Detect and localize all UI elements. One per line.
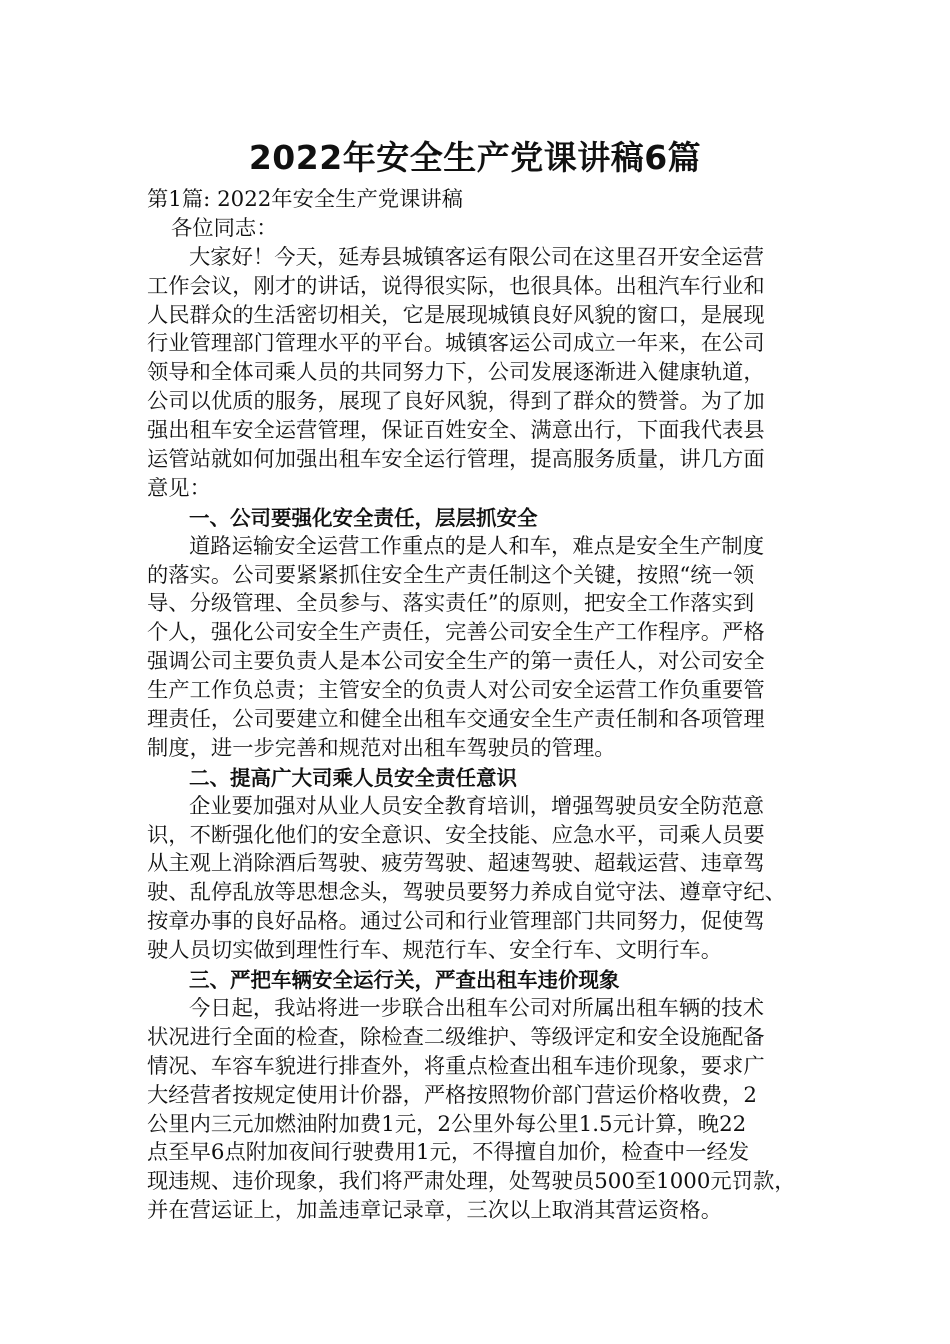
section-heading: 二、提高广大司乘人员安全责任意识 — [189, 765, 517, 790]
paragraph-line: 生产工作负总责；主管安全的负责人对公司安全运营工作负重要管 — [147, 678, 765, 704]
paragraph-line: 运管站就如何加强出租车安全运行管理，提高服务质量，讲几方面 — [147, 447, 765, 473]
paragraph-line: 点至早6点附加夜间行驶费用1元，不得擅自加价，检查中一经发 — [147, 1140, 750, 1166]
paragraph-line: 人民群众的生活密切相关，它是展现城镇良好风貌的窗口，是展现 — [147, 302, 765, 328]
section-heading: 一、公司要强化安全责任，层层抓安全 — [189, 505, 538, 530]
paragraph — [147, 533, 807, 764]
paragraph-line: 领导和全体司乘人员的共同努力下，公司发展逐渐进入健康轨道， — [147, 360, 765, 386]
paragraph-line: 驶人员切实做到理性行车、规范行车、安全行车、文明行车。 — [147, 938, 723, 964]
paragraph-line: 企业要加强对从业人员安全教育培训，增强驾驶员安全防范意 — [189, 793, 765, 819]
paragraph-line: 行业管理部门管理水平的平台。城镇客运公司成立一年来，在公司 — [147, 331, 765, 357]
paragraph-line: 的落实。公司要紧紧抓住安全生产责任制这个关键，按照“统一领 — [147, 562, 755, 588]
paragraph-line: 驶、乱停乱放等思想念头，驾驶员要努力养成自觉守法、遵章守纪、 — [147, 880, 786, 906]
paragraph-line: 工作会议，刚才的讲话，说得很实际，也很具体。出租汽车行业和 — [147, 273, 765, 299]
paragraph-line: 强调公司主要负责人是本公司安全生产的第一责任人，对公司安全 — [147, 649, 765, 675]
paragraph — [147, 995, 807, 1226]
paragraph-line: 制度，进一步完善和规范对出租车驾驶员的管理。 — [147, 735, 616, 761]
paragraph-line: 道路运输安全运营工作重点的是人和车，难点是安全生产制度 — [189, 533, 765, 559]
paragraph-line: 大家好！今天，延寿县城镇客运有限公司在这里召开安全运营 — [189, 244, 765, 270]
document-body — [147, 186, 807, 1226]
paragraph — [147, 244, 807, 504]
paragraph-line: 公里内三元加燃油附加费1元，2公里外每公里1.5元计算，晚22 — [147, 1111, 747, 1137]
paragraph-line: 并在营运证上，加盖违章记录章，三次以上取消其营运资格。 — [147, 1198, 723, 1224]
paragraph-line: 现违规、违价现象，我们将严肃处理，处驾驶员500至1000元罚款， — [147, 1169, 796, 1195]
section-heading: 三、严把车辆安全运行关，严查出租车违价现象 — [189, 968, 620, 993]
paragraph-line: 按章办事的良好品格。通过公司和行业管理部门共同努力，促使驾 — [147, 909, 765, 935]
paragraph-line: 大经营者按规定使用计价器，严格按照物价部门营运价格收费，2 — [147, 1082, 757, 1108]
paragraph-line: 强出租车安全运营管理，保证百姓安全、满意出行，下面我代表县 — [147, 418, 765, 444]
paragraph-line: 导、分级管理、全员参与、落实责任”的原则，把安全工作落实到 — [147, 591, 755, 617]
document-title: 2022年安全生产党课讲稿6篇 — [248, 138, 702, 177]
paragraph-line: 公司以优质的服务，展现了良好风貌，得到了群众的赞誉。为了加 — [147, 389, 765, 415]
paragraph-line: 情况、车容车貌进行排查外，将重点检查出租车违价现象，要求广 — [147, 1053, 765, 1079]
chapter-label: 第1篇: 2022年安全生产党课讲稿 — [147, 187, 463, 212]
paragraph — [147, 793, 807, 966]
paragraph-line: 个人，强化公司安全生产责任，完善公司安全生产工作程序。严格 — [147, 620, 765, 646]
salutation: 各位同志： — [171, 215, 278, 241]
paragraph-line: 从主观上消除酒后驾驶、疲劳驾驶、超速驾驶、超载运营、违章驾 — [147, 851, 765, 877]
paragraph-line: 状况进行全面的检查，除检查二级维护、等级评定和安全设施配备 — [147, 1024, 765, 1050]
paragraph-line: 今日起，我站将进一步联合出租车公司对所属出租车辆的技术 — [189, 995, 765, 1021]
paragraph-line: 意见： — [147, 475, 211, 501]
paragraph-line: 理责任，公司要建立和健全出租车交通安全生产责任制和各项管理 — [147, 707, 765, 733]
paragraph-line: 识，不断强化他们的安全意识、安全技能、应急水平，司乘人员要 — [147, 822, 765, 848]
